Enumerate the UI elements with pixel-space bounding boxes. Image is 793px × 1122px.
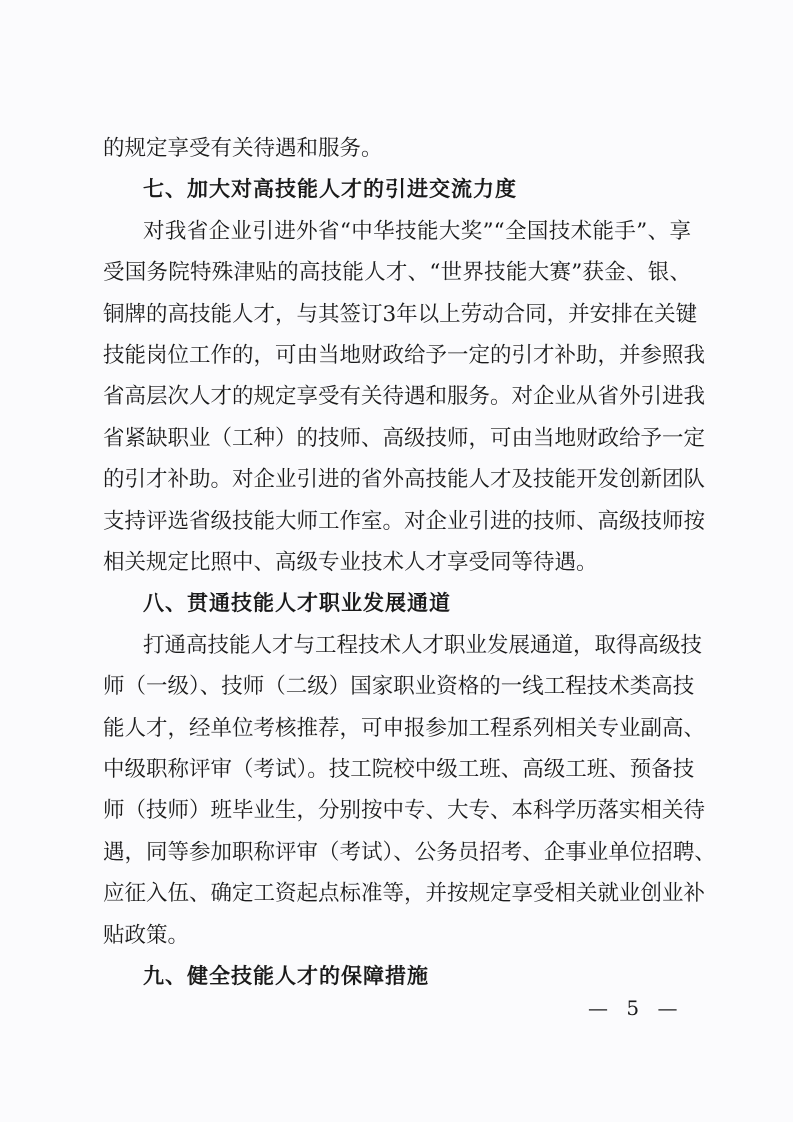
- paragraph-line: 铜牌的高技能人才，与其签订3年以上劳动合同，并安排在关键: [103, 301, 698, 327]
- page-number: — 5 —: [588, 996, 684, 1020]
- paragraph-line: 相关规定比照中、高级专业技术人才享受同等待遇。: [103, 550, 598, 575]
- section-heading: 七、加大对高技能人才的引进交流力度: [143, 177, 517, 202]
- paragraph-line: 技能岗位工作的，可由当地财政给予一定的引才补助，并参照我: [103, 343, 706, 368]
- paragraph-line: 贴政策。: [103, 922, 190, 948]
- paragraph-line: 的引才补助。对企业引进的省外高技能人才及技能开发创新团队: [103, 467, 706, 493]
- paragraph-line: 省紧缺职业（工种）的技师、高级技师，可由当地财政给予一定: [103, 425, 706, 451]
- paragraph-line: 中级职称评审（考试）。技工院校中级工班、高级工班、预备技: [103, 757, 695, 782]
- paragraph-line: 应征入伍、确定工资起点标准等，并按规定享受相关就业创业补: [103, 881, 706, 907]
- paragraph-line: 能人才，经单位考核推荐，可申报参加工程系列相关专业副高、: [103, 715, 706, 741]
- paragraph-line: 的规定享受有关待遇和服务。: [103, 136, 383, 161]
- paragraph-line: 师（一级）、技师（二级）国家职业资格的一线工程技术类高技: [103, 674, 695, 700]
- paragraph-line: 师（技师）班毕业生，分别按中专、大专、本科学历落实相关待: [103, 798, 706, 824]
- section-heading: 九、健全技能人才的保障措施: [143, 964, 429, 988]
- paragraph-line: 受国务院特殊津贴的高技能人才、“世界技能大赛”获金、银、: [103, 260, 691, 286]
- section-heading: 八、贯通技能人才职业发展通道: [143, 591, 451, 616]
- paragraph-line: 支持评选省级技能大师工作室。对企业引进的技师、高级技师按: [103, 508, 706, 534]
- paragraph-line: 遇，同等参加职称评审（考试）、公务员招考、企事业单位招聘、: [103, 839, 716, 865]
- paragraph-line: 打通高技能人才与工程技术人才职业发展通道，取得高级技: [143, 632, 703, 658]
- paragraph-line: 省高层次人才的规定享受有关待遇和服务。对企业从省外引进我: [103, 384, 706, 410]
- paragraph-line: 对我省企业引进外省“中华技能大奖”“全国技术能手”、享: [143, 218, 691, 244]
